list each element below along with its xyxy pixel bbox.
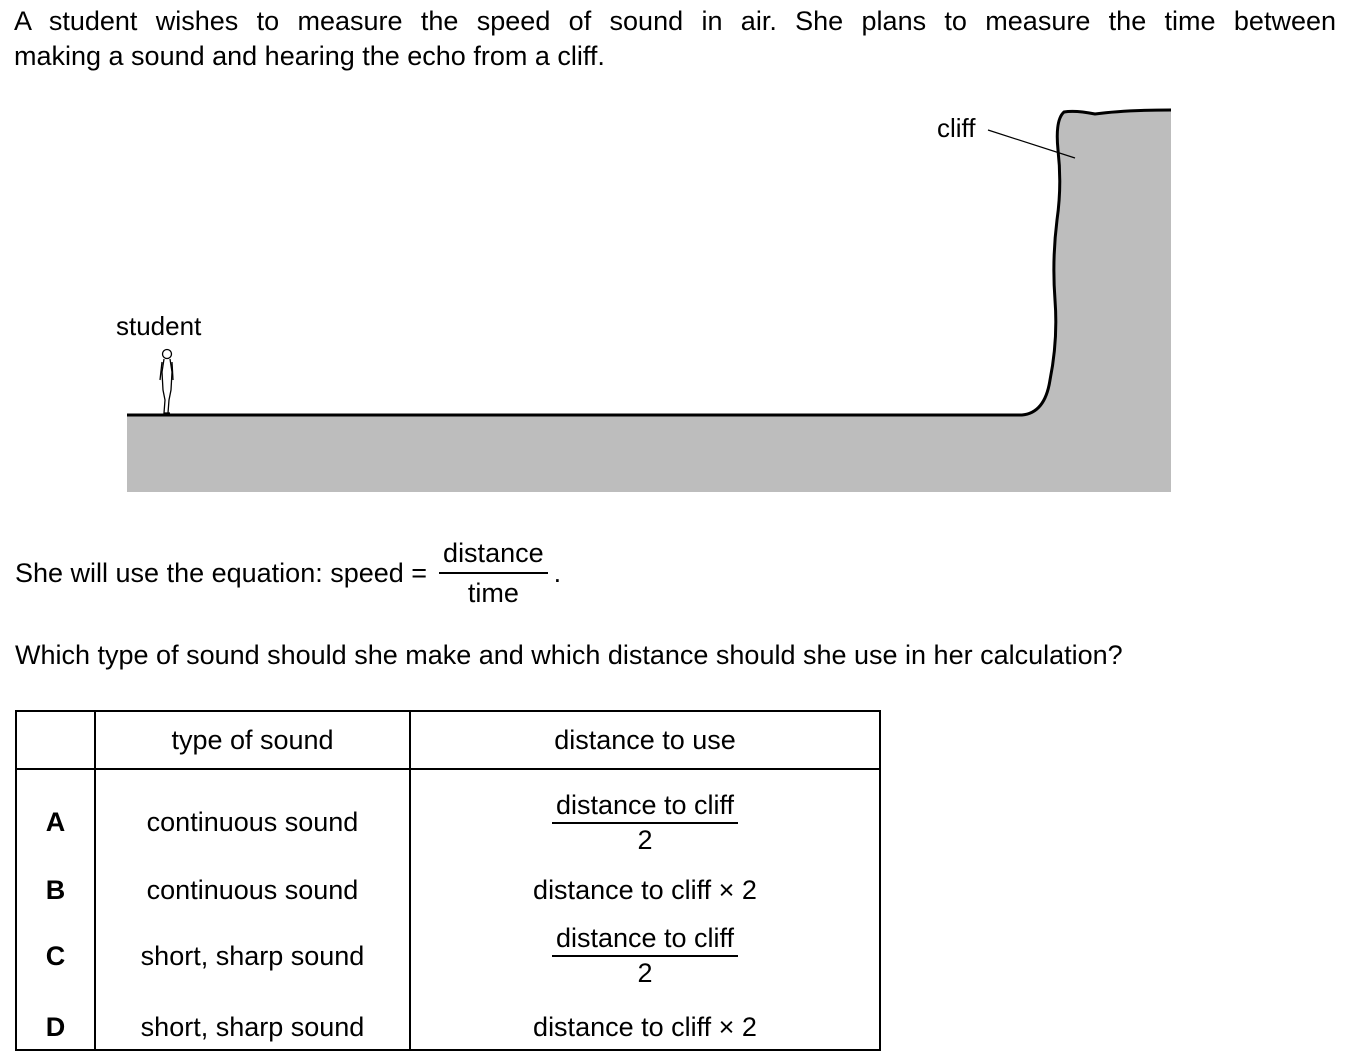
fraction-numerator: distance to cliff — [552, 923, 738, 957]
ground-outline — [127, 110, 1171, 415]
option-distance — [410, 769, 880, 875]
equation-line — [15, 538, 561, 608]
student-label: student — [116, 311, 202, 341]
table-row — [16, 769, 880, 875]
table-row — [16, 1006, 880, 1050]
equation-suffix: . — [553, 557, 562, 588]
header-type-of-sound: type of sound — [95, 711, 410, 769]
intro-text — [14, 4, 1336, 74]
option-type: short, sharp sound — [95, 1006, 410, 1050]
question-text: Which type of sound should she make and which distance should she use in her calculation? — [15, 640, 1123, 670]
table-row — [16, 906, 880, 1006]
fraction-denominator: 2 — [637, 958, 653, 988]
option-letter: B — [16, 875, 95, 906]
cliff-echo-diagram — [0, 95, 1350, 505]
header-letter — [16, 711, 95, 769]
equation-prefix: She will use the equation: speed = — [15, 557, 428, 588]
option-distance: distance to cliff × 2 — [533, 875, 757, 905]
fraction-numerator: distance to cliff — [552, 790, 738, 824]
option-letter: A — [16, 769, 95, 875]
equation-numerator: distance — [439, 538, 548, 574]
cliff-label: cliff — [937, 113, 976, 143]
option-type: short, sharp sound — [95, 906, 410, 1006]
intro-line-2: making a sound and hearing the echo from a cliff. — [14, 41, 605, 71]
option-type: continuous sound — [95, 769, 410, 875]
option-letter: C — [16, 906, 95, 1006]
student-figure — [160, 350, 173, 414]
equation-fraction — [439, 538, 548, 608]
distance-fraction — [552, 790, 738, 856]
fraction-denominator: 2 — [637, 824, 653, 855]
header-distance-to-use: distance to use — [410, 711, 880, 769]
option-letter: D — [16, 1006, 95, 1050]
option-distance — [410, 906, 880, 1006]
distance-fraction — [552, 923, 738, 989]
option-type: continuous sound — [95, 875, 410, 906]
equation-denominator: time — [467, 578, 519, 608]
option-distance: distance to cliff × 2 — [533, 1012, 757, 1042]
ground-and-cliff — [127, 110, 1171, 492]
table-row — [16, 875, 880, 906]
table-header-row — [16, 711, 880, 769]
options-table — [15, 710, 881, 1051]
intro-line-1: A student wishes to measure the speed of sound in air. She plans to measure the time between — [14, 6, 1336, 36]
